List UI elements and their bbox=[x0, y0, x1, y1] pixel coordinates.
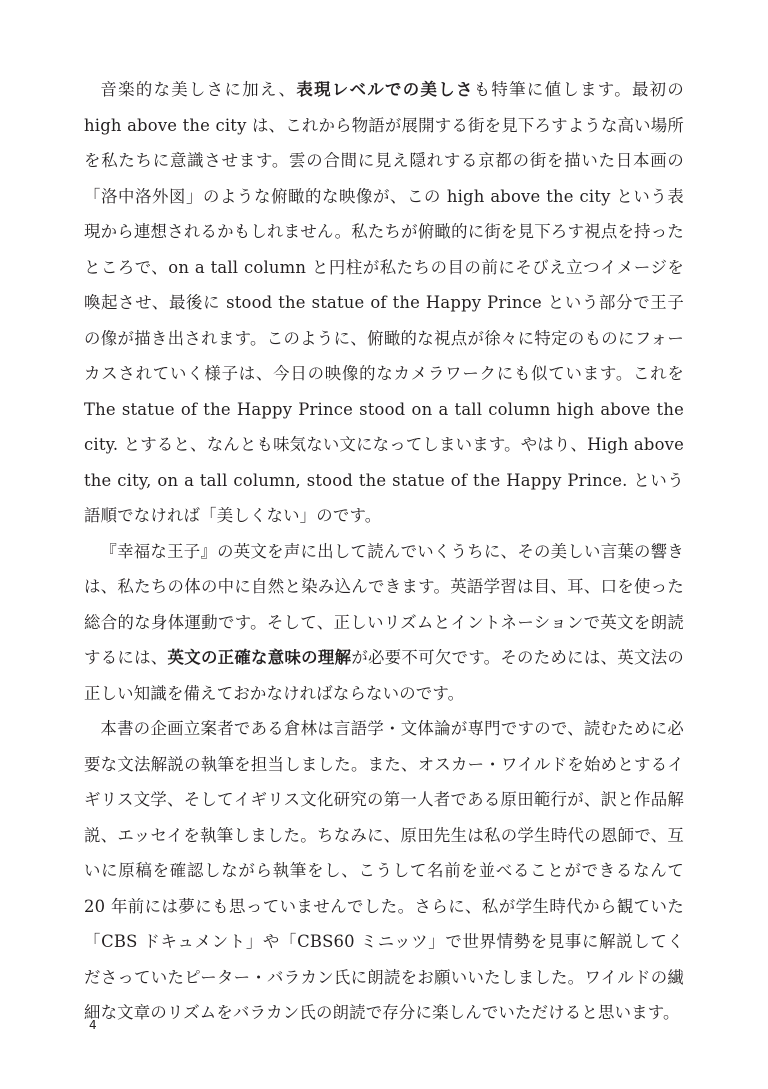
paragraph-2 bbox=[84, 534, 684, 712]
paragraph-1 bbox=[84, 72, 684, 534]
page-number: 4 bbox=[89, 1018, 97, 1032]
paragraph-3-text: 本書の企画立案者である倉林は言語学・文体論が専門ですので、読むために必要な文法解説の執筆を担当しました。また、オスカー・ワイルドを始めとするイギリス文学、そしてイギリス文化研究の第一人者である原田範行が、訳と作品解説、エッセイを執筆しました。ちなみに、原田先生は私の学生時代の恩師で、互いに原稿を確認しながら執筆をし、こうして名前を並べることができるなんて 20 年前には夢にも思っていませんでした。さらに、私が学生時代から観ていた「CBS ドキュメント」や「CBS60 ミニッツ」で世界情勢を見事に解説してくださっていたピーター・バラカン氏に朗読をお願いいたしました。ワイルドの繊細な文章のリズムをバラカン氏の朗読で存分に楽しんでいただけると思います。 bbox=[84, 719, 684, 1022]
paragraph-2-text: 『幸福な王子』の英文を声に出して読んでいくうちに、その美しい言葉の響きは、私たちの体の中に自然と染み込んできます。英語学習は目、耳、口を使った総合的な身体運動です。そして、正しいリズムとイントネーションで英文を朗読するには、 bbox=[84, 541, 684, 667]
paragraph-3 bbox=[84, 711, 684, 1031]
paragraph-2-text-cont: が必要不可欠です。そのためには、英文法の正しい知識を備えておかなければならないのです。 bbox=[84, 648, 685, 703]
emphasis-expression-beauty: 表現レベルでの美しさ bbox=[296, 80, 474, 99]
emphasis-accurate-meaning: 英文の正確な意味の理解 bbox=[167, 648, 352, 667]
paragraph-1-text-cont: も特筆に値します。最初の high above the city は、これから物語が展開する街を見下ろすような高い場所を私たちに意識させます。雲の合間に見え隠れする京都の街を描いた日本画の「洛中洛外図」のような俯瞰的な映像が、この high above the city という表現から連想されるかもしれません。私たちが俯瞰的に街を見下ろす視点を持ったところで、on a tall column と円柱が私たちの目の前にそびえ立つイメージを喚起させ、最後に stood the statue of the Happy Prince という部分で王子の像が描き出されます。このように、俯瞰的な視点が徐々に特定のものにフォーカスされていく様子は、今日の映像的なカメラワークにも似ています。これを The statue of the Happy Prince stood on a tall column high above the city. とすると、なんとも味気ない文になってしまいます。やはり、High above the city, on a tall column, stood the statue of the Happy Prince. という語順でなければ「美しくない」のです。 bbox=[84, 80, 685, 525]
body-text bbox=[84, 72, 684, 1031]
paragraph-1-text: 音楽的な美しさに加え、 bbox=[100, 80, 297, 99]
